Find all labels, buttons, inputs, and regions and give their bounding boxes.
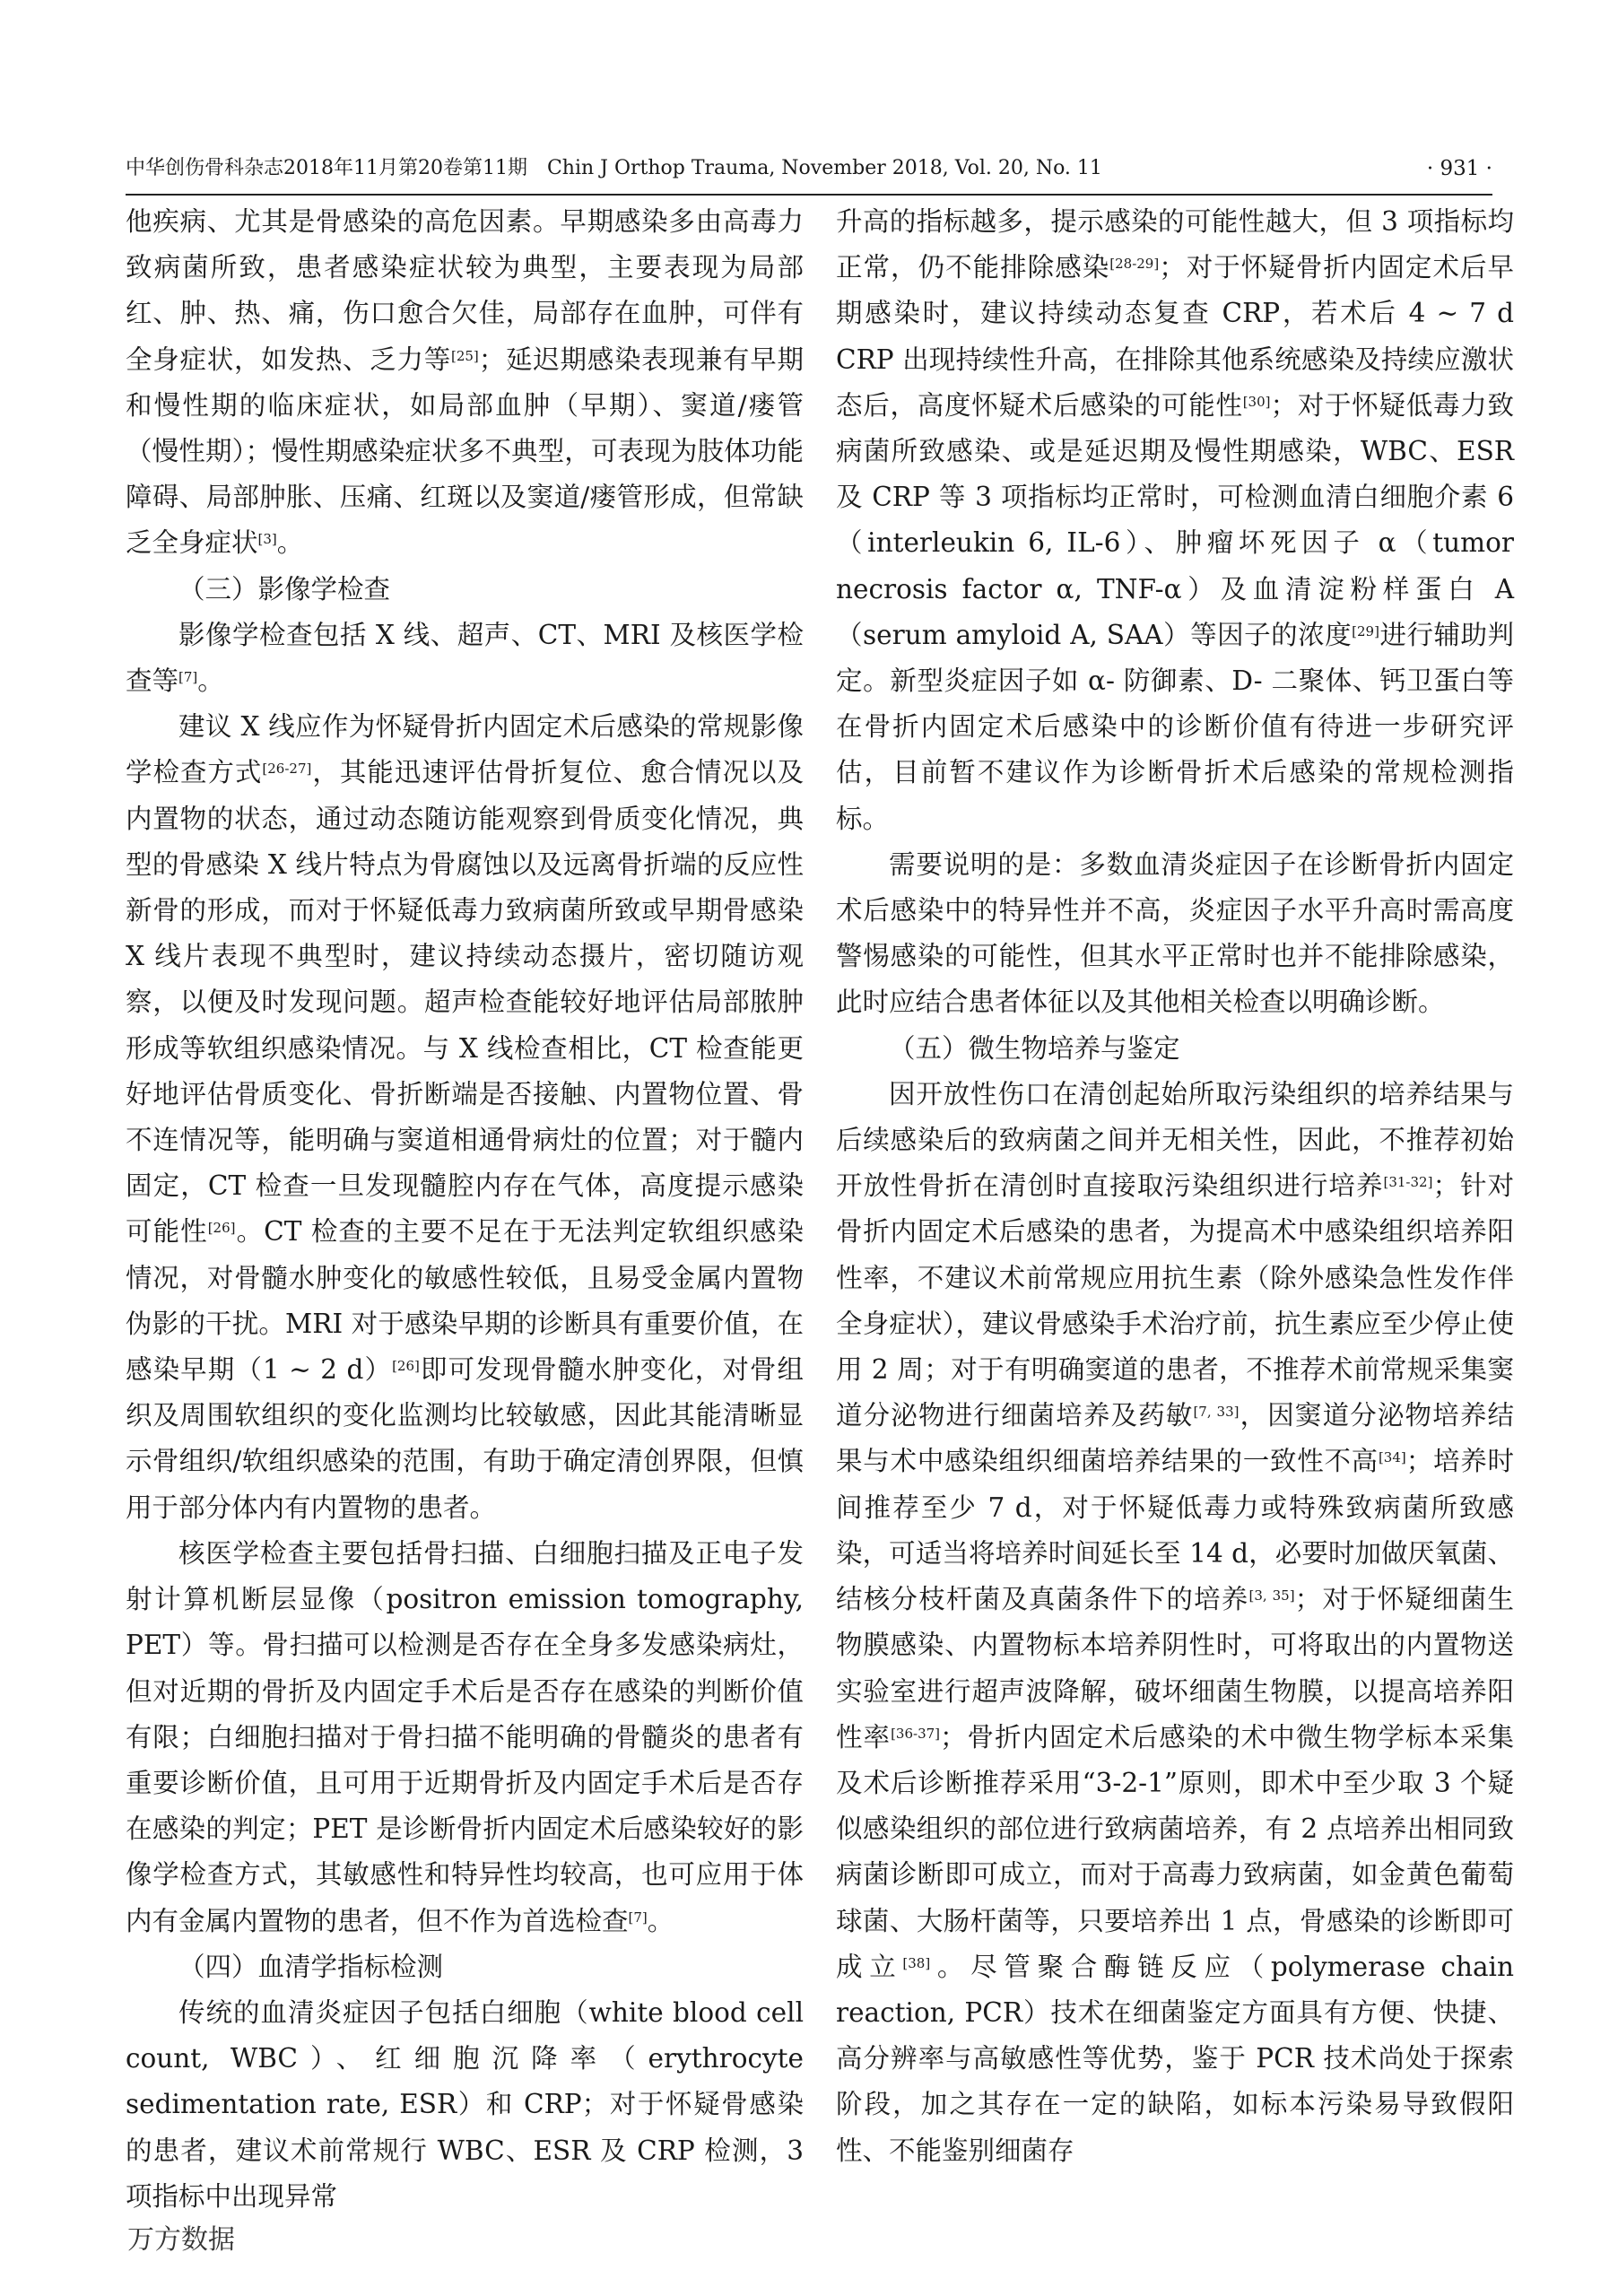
section-heading-serum: （四）血清学指标检测 [178, 1951, 444, 1982]
citation[interactable]: [26] [207, 1220, 236, 1237]
database-watermark: 万方数据 [127, 2224, 235, 2256]
paragraph: 需要说明的是：多数血清炎症因子在诊断骨折内固定术后感染中的特异性并不高，炎症因子水平升高时需高度警惕感染的可能性，但其水平正常时也并不能排除感染，此时应结合患者体征以及其他相关检查以明确诊断。 [836, 848, 1514, 1018]
citation[interactable]: [3, 35] [1248, 1587, 1295, 1605]
paragraph: 影像学检查包括 X 线、超声、CT、MRI 及核医学检查等[7]。 [126, 619, 804, 697]
running-header [126, 151, 1492, 196]
paragraph: 他疾病、尤其是骨感染的高危因素。早期感染多由高毒力致病菌所致，患者感染症状较为典型，主要表现为局部红、肿、热、痛，伤口愈合欠佳，局部存在血肿，可伴有全身症状，如发热、乏力等[25]；延迟期感染表现兼有早期和慢性期的临床症状，如局部血肿（早期）、窦道/瘘管（慢性期）；慢性期感染症状多不典型，可表现为肢体功能障碍、局部肿胀、压痛、红斑以及窦道/瘘管形成，但常缺乏全身症状[3]。 [126, 206, 804, 559]
paragraph: 升高的指标越多，提示感染的可能性越大，但 3 项指标均正常，仍不能排除感染[28-29]；对于怀疑骨折内固定术后早期感染时，建议持续动态复查 CRP，若术后 4 ~ 7 d CRP 出现持续性升高，在排除其他系统感染及持续应激状态后，高度怀疑术后感染的可能性[30]；对于怀疑低毒力致病菌所致感染、或是延迟期及慢性期感染，WBC、ESR 及 CRP 等 3 项指标均正常时，可检测血清白细胞介素 6（interleukin 6, IL-6）、肿瘤坏死因子 α（tumor necrosis factor α, TNF-α）及血清淀粉样蛋白 A（serum amyloid A, SAA）等因子的浓度[29]进行辅助判定。新型炎症因子如 α- 防御素、D- 二聚体、钙卫蛋白等在骨折内固定术后感染中的诊断价值有待进一步研究评估，目前暂不建议作为诊断骨折术后感染的常规检测指标。 [836, 206, 1514, 834]
page-number: · 931 · [1426, 157, 1492, 180]
citation[interactable]: [29] [1352, 622, 1379, 639]
citation[interactable]: [28-29] [1109, 256, 1160, 273]
citation[interactable]: [3] [257, 531, 277, 548]
paragraph: 因开放性伤口在清创起始所取污染组织的培养结果与后续感染后的致病菌之间并无相关性，因此，不推荐初始开放性骨折在清创时直接取污染组织进行培养[31-32]；针对骨折内固定术后感染的患者，为提高术中感染组织培养阳性率，不建议术前常规应用抗生素（除外感染急性发作伴全身症状），建议骨感染手术治疗前，抗生素应至少停止使用 2 周；对于有明确窦道的患者，不推荐术前常规采集窦道分泌物进行细菌培养及药敏[7, 33]，因窦道分泌物培养结果与术中感染组织细菌培养结果的一致性不高[34]；培养时间推荐至少 7 d，对于怀疑低毒力或特殊致病菌所致感染，可适当将培养时间延长至 14 d，必要时加做厌氧菌、结核分枝杆菌及真菌条件下的培养[3, 35]；对于怀疑细菌生物膜感染、内置物标本培养阴性时，可将取出的内置物送实验室进行超声波降解，破坏细菌生物膜，以提高培养阳性率[36-37]；骨折内固定术后感染的术中微生物学标本采集及术后诊断推荐采用“3-2-1”原则，即术中至少取 3 个疑似感染组织的部位进行致病菌培养，有 2 点培养出相同致病菌诊断即可成立，而对于高毒力致病菌，如金黄色葡萄球菌、大肠杆菌等，只要培养出 1 点，骨感染的诊断即可成立[38]。尽管聚合酶链反应（polymerase chain reaction, PCR）技术在细菌鉴定方面具有方便、快捷、高分辨率与高敏感性等优势，鉴于 PCR 技术尚处于探索阶段，加之其存在一定的缺陷，如标本污染易导致假阳性、不能鉴别细菌存 [836, 1078, 1514, 2166]
citation[interactable]: [7] [178, 669, 198, 686]
citation[interactable]: [7] [628, 1909, 648, 1926]
left-column [126, 199, 804, 2220]
section-heading-microbiology: （五）微生物培养与鉴定 [889, 1032, 1180, 1064]
section-heading-imaging: （三）影像学检查 [178, 573, 391, 604]
citation[interactable]: [26] [392, 1358, 420, 1375]
journal-citation: 中华创伤骨科杂志2018年11月第20卷第11期 Chin J Orthop Trauma, November 2018, Vol. 20, No. 11 [126, 157, 1102, 179]
citation[interactable]: [38] [902, 1954, 931, 1971]
citation[interactable]: [25] [450, 347, 479, 364]
right-column [836, 199, 1514, 2174]
citation[interactable]: [36-37] [891, 1725, 941, 1742]
citation[interactable]: [31-32] [1383, 1174, 1433, 1191]
citation[interactable]: [26-27] [262, 761, 312, 778]
paragraph: 建议 X 线应作为怀疑骨折内固定术后感染的常规影像学检查方式[26-27]，其能迅速评估骨折复位、愈合情况以及内置物的状态，通过动态随访能观察到骨质变化情况，典型的骨感染 X 线片特点为骨腐蚀以及远离骨折端的反应性新骨的形成，而对于怀疑低毒力致病菌所致或早期骨感染 X 线片表现不典型时，建议持续动态摄片，密切随访观察，以便及时发现问题。超声检查能较好地评估局部脓肿形成等软组织感染情况。与 X 线检查相比，CT 检查能更好地评估骨质变化、骨折断端是否接触、内置物位置、骨不连情况等，能明确与窦道相通骨病灶的位置；对于髓内固定，CT 检查一旦发现髓腔内存在气体，高度提示感染可能性[26]。CT 检查的主要不足在于无法判定软组织感染情况，对骨髓水肿变化的敏感性较低，且易受金属内置物伪影的干扰。MRI 对于感染早期的诊断具有重要价值，在感染早期（1 ~ 2 d）[26]即可发现骨髓水肿变化，对骨组织及周围软组织的变化监测均比较敏感，因此其能清晰显示骨组织/软组织感染的范围，有助于确定清创界限，但慎用于部分体内有内置物的患者。 [126, 711, 804, 1523]
citation[interactable]: [7, 33] [1193, 1404, 1240, 1421]
paragraph: 核医学检查主要包括骨扫描、白细胞扫描及正电子发射计算机断层显像（positron emission tomography, PET）等。骨扫描可以检测是否存在全身多发感染病灶，但对近期的骨折及内固定手术后是否存在感染的判断价值有限；白细胞扫描对于骨扫描不能明确的骨髓炎的患者有重要诊断价值，且可用于近期骨折及内固定手术后是否存在感染的判定；PET 是诊断骨折内固定术后感染较好的影像学检查方式，其敏感性和特异性均较高，也可应用于体内有金属内置物的患者，但不作为首选检查[7]。 [126, 1537, 804, 1936]
citation[interactable]: [30] [1242, 393, 1271, 410]
citation[interactable]: [34] [1378, 1449, 1406, 1466]
paragraph: 传统的血清炎症因子包括白细胞（white blood cell count, WBC）、红细胞沉降率（erythrocyte sedimentation rate, ESR）和 CRP；对于怀疑骨感染的患者，建议术前常规行 WBC、ESR 及 CRP 检测，3 项指标中出现异常 [126, 1996, 804, 2212]
